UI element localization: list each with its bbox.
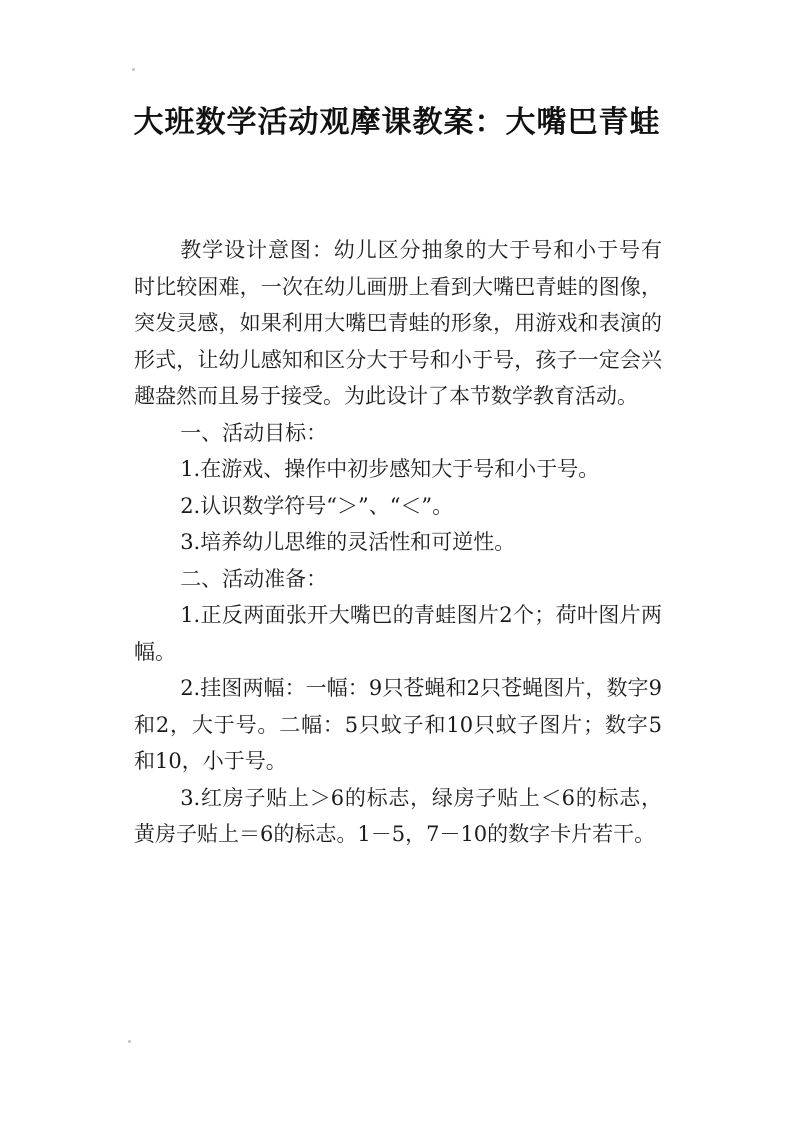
preparation-item-3: 3.红房子贴上＞6的标志，绿房子贴上＜6的标志，黄房子贴上＝6的标志。1－5，7－10的数字卡片若干。 bbox=[134, 785, 662, 846]
goal-item-3: 3.培养幼儿思维的灵活性和可逆性。 bbox=[180, 530, 516, 554]
scan-speck bbox=[132, 68, 135, 71]
paragraph-design-intent: 教学设计意图：幼儿区分抽象的大于号和小于号有时比较困难，一次在幼儿画册上看到大嘴巴青蛙的图像，突发灵感，如果利用大嘴巴青蛙的形象，用游戏和表演的形式，让幼儿感知和区分大于号和小于号，孩子一定会兴趣盎然而且易于接受。为此设计了本节数学教育活动。 bbox=[134, 238, 662, 408]
document-title: 大班数学活动观摩课教案：大嘴巴青蛙 bbox=[133, 105, 661, 140]
goal-item-1: 1.在游戏、操作中初步感知大于号和小于号。 bbox=[180, 457, 600, 481]
document-body bbox=[134, 232, 662, 853]
scan-speck bbox=[128, 1040, 131, 1043]
heading-activity-goals: 一、活动目标： bbox=[180, 420, 328, 445]
preparation-item-1: 1.正反两面张开大嘴巴的青蛙图片2个；荷叶图片两幅。 bbox=[134, 603, 662, 664]
goal-item-2: 2.认识数学符号“＞”、“＜”。 bbox=[180, 493, 454, 518]
heading-activity-preparation: 二、活动准备： bbox=[180, 566, 328, 591]
preparation-item-2: 2.挂图两幅：一幅：9只苍蝇和2只苍蝇图片，数字9和2，大于号。二幅：5只蚊子和10只蚊子图片；数字5和10，小于号。 bbox=[134, 676, 662, 773]
